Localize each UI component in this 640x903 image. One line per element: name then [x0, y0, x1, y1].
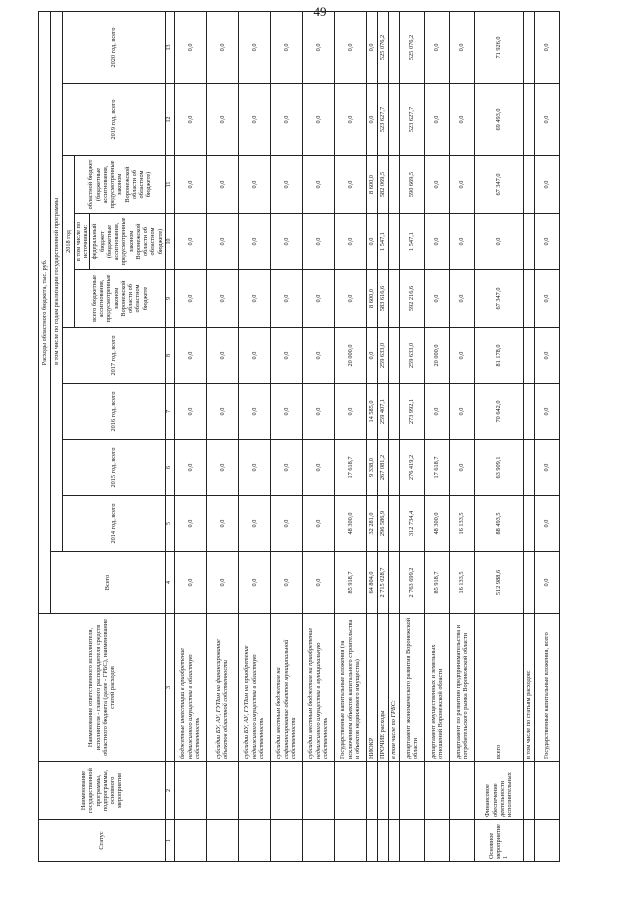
value-cell: 590 669,5: [399, 156, 424, 214]
value-cell: 2 715 028,7: [377, 552, 388, 614]
expense-item-cell: в том числе по статьям расходов:: [523, 614, 534, 762]
header-total: Всего: [51, 552, 166, 614]
column-index-cell: 2: [165, 762, 174, 820]
value-cell: 0,0: [449, 156, 474, 214]
table-row: [238, 11, 270, 861]
value-cell: 48 300,0: [334, 496, 366, 552]
value-cell: [388, 214, 399, 270]
program-name-cell: [174, 762, 206, 820]
header-2018-federal: [75, 214, 166, 270]
program-name-cell: [206, 762, 238, 820]
value-cell: 0,0: [424, 84, 449, 156]
value-cell: 0,0: [174, 384, 206, 440]
header-expenses-title: Расходы областного бюджета, тыс. руб.: [39, 11, 51, 613]
value-cell: [523, 11, 534, 83]
column-index-cell: 6: [165, 440, 174, 496]
value-cell: 9 338,0: [366, 440, 377, 496]
value-cell: 0,0: [334, 270, 366, 328]
value-cell: 20 000,0: [424, 328, 449, 384]
value-cell: 0,0: [238, 214, 270, 270]
program-name-cell: [366, 762, 377, 820]
value-cell: 0,0: [534, 384, 559, 440]
value-cell: 0,0: [174, 84, 206, 156]
value-cell: 0,0: [206, 84, 238, 156]
value-cell: 67 347,0: [474, 270, 523, 328]
table-row: [534, 11, 559, 861]
value-cell: 0,0: [238, 11, 270, 83]
value-cell: 0,0: [270, 11, 302, 83]
value-cell: [523, 440, 534, 496]
header-2015: 2015 год, всего: [63, 440, 166, 496]
value-cell: [388, 552, 399, 614]
table-body: [165, 11, 559, 861]
value-cell: 0,0: [334, 11, 366, 83]
value-cell: 0,0: [238, 156, 270, 214]
value-cell: 0,0: [174, 156, 206, 214]
program-name-cell: [399, 762, 424, 820]
value-cell: 0,0: [302, 496, 334, 552]
value-cell: 523 627,7: [377, 84, 388, 156]
value-cell: [388, 384, 399, 440]
table-row: [206, 11, 238, 861]
value-cell: 0,0: [424, 11, 449, 83]
program-name-cell: [334, 762, 366, 820]
header-executor-name: Наименование ответственного исполнителя, исполнителя - главного распорядителя средств областного бюджета (далее - ГРБС), наименование статей расходов: [39, 614, 166, 762]
value-cell: 0,0: [334, 384, 366, 440]
value-cell: 592 216,6: [399, 270, 424, 328]
value-cell: 0,0: [449, 440, 474, 496]
program-name-cell: [238, 762, 270, 820]
value-cell: [388, 496, 399, 552]
value-cell: 0,0: [534, 270, 559, 328]
program-name-cell: [377, 762, 388, 820]
value-cell: 525 076,2: [399, 11, 424, 83]
status-cell: [174, 820, 206, 862]
value-cell: 0,0: [449, 328, 474, 384]
value-cell: 2 763 699,2: [399, 552, 424, 614]
value-cell: 0,0: [534, 214, 559, 270]
column-index-row: [165, 11, 174, 861]
value-cell: 0,0: [206, 11, 238, 83]
expense-item-cell: субсидии БУ, АУ, ГУПам на приобретение недвижимого имущества в областную собственность: [238, 614, 270, 762]
value-cell: 273 992,1: [399, 384, 424, 440]
value-cell: 0,0: [534, 552, 559, 614]
expense-item-cell: департамент имущественных и земельных отношений Воронежской области: [424, 614, 449, 762]
value-cell: 0,0: [174, 440, 206, 496]
program-name-cell: [523, 762, 534, 820]
value-cell: 0,0: [174, 328, 206, 384]
value-cell: 276 419,2: [399, 440, 424, 496]
status-cell: [377, 820, 388, 862]
status-cell: Основное мероприятие 1: [474, 820, 523, 862]
value-cell: 0,0: [474, 214, 523, 270]
table-row: [174, 11, 206, 861]
value-cell: 48 300,0: [424, 496, 449, 552]
header-2018-regional: областной бюджет (бюджетные ассигнования, предусмотренные законом Воронежской области об областном бюджете): [75, 156, 166, 214]
status-cell: [523, 820, 534, 862]
value-cell: 0,0: [270, 214, 302, 270]
value-cell: 0,0: [206, 214, 238, 270]
header-program-name: Наименование государственной программы, подпрограммы, основного мероприятия: [39, 762, 166, 820]
value-cell: 0,0: [534, 84, 559, 156]
expense-item-cell: субсидии местным бюджетам на приобретение недвижимого имущества в муниципальную собственность: [302, 614, 334, 762]
value-cell: 0,0: [270, 496, 302, 552]
status-cell: [270, 820, 302, 862]
header-2018-all: всего бюджетные ассигнования, предусмотренные законом Воронежской области об областном бюджете: [75, 270, 166, 328]
program-name-cell: Финансовое обеспечение деятельности исполнительных: [474, 762, 523, 820]
value-cell: 85 918,7: [424, 552, 449, 614]
value-cell: 0,0: [270, 552, 302, 614]
value-cell: 0,0: [174, 270, 206, 328]
value-cell: 0,0: [424, 384, 449, 440]
value-cell: 512 988,6: [474, 552, 523, 614]
value-cell: [388, 156, 399, 214]
value-cell: 0,0: [238, 496, 270, 552]
value-cell: 0,0: [238, 552, 270, 614]
value-cell: 0,0: [270, 328, 302, 384]
value-cell: 0,0: [334, 214, 366, 270]
value-cell: 69 493,0: [474, 84, 523, 156]
value-cell: 88 493,5: [474, 496, 523, 552]
value-cell: 8 600,0: [366, 270, 377, 328]
value-cell: 0,0: [302, 384, 334, 440]
value-cell: 71 926,0: [474, 11, 523, 83]
table-row: [474, 11, 523, 861]
status-cell: [449, 820, 474, 862]
header-2019: 2019 год, всего: [63, 84, 166, 156]
value-cell: 0,0: [206, 552, 238, 614]
value-cell: 0,0: [449, 84, 474, 156]
value-cell: 0,0: [334, 84, 366, 156]
table-row: [334, 11, 366, 861]
table-row: [377, 11, 388, 861]
value-cell: 0,0: [270, 440, 302, 496]
header-2014: 2014 год, всего: [63, 496, 166, 552]
column-index-cell: 8: [165, 328, 174, 384]
status-cell: [302, 820, 334, 862]
value-cell: 0,0: [238, 270, 270, 328]
table-row: [523, 11, 534, 861]
header-by-years: в том числе по годам реализации государственной программы: [51, 11, 63, 551]
value-cell: [523, 156, 534, 214]
value-cell: 0,0: [534, 156, 559, 214]
value-cell: 259 407,1: [377, 384, 388, 440]
value-cell: 0,0: [424, 156, 449, 214]
column-index-cell: 12: [165, 84, 174, 156]
value-cell: [388, 440, 399, 496]
table-row: [366, 11, 377, 861]
value-cell: 0,0: [366, 328, 377, 384]
status-cell: [206, 820, 238, 862]
value-cell: 0,0: [302, 328, 334, 384]
value-cell: 523 627,7: [399, 84, 424, 156]
value-cell: 0,0: [534, 11, 559, 83]
table-row: [388, 11, 399, 861]
value-cell: [388, 328, 399, 384]
value-cell: 0,0: [366, 11, 377, 83]
value-cell: 0,0: [366, 84, 377, 156]
value-cell: 0,0: [206, 328, 238, 384]
value-cell: 0,0: [238, 440, 270, 496]
expense-item-cell: субсидии местным бюджетам на софинансирование объектов муниципальной собственности: [270, 614, 302, 762]
value-cell: 259 633,0: [377, 328, 388, 384]
column-index-cell: 4: [165, 552, 174, 614]
status-cell: [366, 820, 377, 862]
column-index-cell: 7: [165, 384, 174, 440]
value-cell: 1 547,1: [377, 214, 388, 270]
value-cell: [523, 214, 534, 270]
value-cell: 0,0: [302, 84, 334, 156]
value-cell: 0,0: [449, 270, 474, 328]
expense-item-cell: всего: [474, 614, 523, 762]
program-name-cell: [424, 762, 449, 820]
value-cell: [388, 11, 399, 83]
header-status: Статус: [39, 820, 166, 862]
value-cell: 32 281,0: [366, 496, 377, 552]
status-cell: [424, 820, 449, 862]
value-cell: 0,0: [270, 84, 302, 156]
header-2017: 2017 год, всего: [63, 328, 166, 384]
value-cell: 0,0: [174, 11, 206, 83]
header-2016: 2016 год, всего: [63, 384, 166, 440]
expense-item-cell: Государственные капитальные вложения (за исключением объектов капитального строительства и объектов недвижимого имущества): [334, 614, 366, 762]
value-cell: 259 633,0: [399, 328, 424, 384]
value-cell: 583 616,6: [377, 270, 388, 328]
value-cell: 0,0: [206, 384, 238, 440]
value-cell: 14 585,0: [366, 384, 377, 440]
value-cell: 0,0: [206, 496, 238, 552]
value-cell: 0,0: [449, 214, 474, 270]
page-number: 49: [313, 4, 327, 19]
header-2020: 2020 год, всего: [63, 11, 166, 83]
value-cell: 0,0: [302, 440, 334, 496]
value-cell: 0,0: [174, 552, 206, 614]
value-cell: 0,0: [270, 270, 302, 328]
value-cell: 525 076,2: [377, 11, 388, 83]
value-cell: 0,0: [366, 214, 377, 270]
program-name-cell: [449, 762, 474, 820]
value-cell: 63 909,1: [474, 440, 523, 496]
value-cell: 0,0: [302, 214, 334, 270]
value-cell: 0,0: [449, 384, 474, 440]
value-cell: 0,0: [302, 11, 334, 83]
value-cell: 0,0: [270, 156, 302, 214]
value-cell: 17 618,7: [424, 440, 449, 496]
expense-item-cell: НИОКР: [366, 614, 377, 762]
value-cell: 0,0: [238, 384, 270, 440]
expense-item-cell: департамент экономического развития Воронежской области: [399, 614, 424, 762]
value-cell: 0,0: [206, 270, 238, 328]
value-cell: 16 133,5: [449, 552, 474, 614]
value-cell: 8 600,0: [366, 156, 377, 214]
header-federal-text: федеральный бюджет (бюджетные ассигнования, предусмотренные законом Воронежской области об областном бюджете): [91, 217, 164, 266]
value-cell: [523, 328, 534, 384]
expense-item-cell: департамент по развитию предпринимательства и потребительского рынка Воронежской области: [449, 614, 474, 762]
table-row: [399, 11, 424, 861]
value-cell: 0,0: [238, 328, 270, 384]
value-cell: 267 081,2: [377, 440, 388, 496]
value-cell: 0,0: [534, 440, 559, 496]
program-name-cell: [302, 762, 334, 820]
status-cell: [334, 820, 366, 862]
column-index-cell: 5: [165, 496, 174, 552]
rotated-table-container: [38, 12, 628, 862]
value-cell: 0,0: [302, 270, 334, 328]
expense-item-cell: бюджетные инвестиции в приобретение недвижимого имущества в областную собственность: [174, 614, 206, 762]
value-cell: 0,0: [424, 270, 449, 328]
expense-item-cell: Государственные капитальные вложения, всего: [534, 614, 559, 762]
value-cell: [523, 84, 534, 156]
value-cell: 0,0: [174, 214, 206, 270]
value-cell: 85 918,7: [334, 552, 366, 614]
header-by-sources: в том числе по источникам:: [75, 214, 90, 269]
value-cell: 0,0: [206, 156, 238, 214]
column-index-cell: 3: [165, 614, 174, 762]
value-cell: 17 618,7: [334, 440, 366, 496]
status-cell: [534, 820, 559, 862]
table-row: [270, 11, 302, 861]
value-cell: 16 133,5: [449, 496, 474, 552]
header-2018: 2018 год: [63, 156, 75, 328]
column-index-cell: 13: [165, 11, 174, 83]
expenses-table: [38, 11, 560, 862]
value-cell: 0,0: [449, 11, 474, 83]
value-cell: 64 804,0: [366, 552, 377, 614]
table-row: [302, 11, 334, 861]
column-index-cell: 1: [165, 820, 174, 862]
status-cell: [388, 820, 399, 862]
value-cell: 0,0: [270, 384, 302, 440]
value-cell: 1 547,1: [399, 214, 424, 270]
program-name-cell: [388, 762, 399, 820]
expense-item-cell: в том числе по ГРБС:: [388, 614, 399, 762]
status-cell: [399, 820, 424, 862]
value-cell: 0,0: [534, 328, 559, 384]
value-cell: 0,0: [302, 156, 334, 214]
value-cell: 0,0: [424, 214, 449, 270]
value-cell: 67 347,0: [474, 156, 523, 214]
expense-item-cell: ПРОЧИЕ расходы: [377, 614, 388, 762]
status-cell: [238, 820, 270, 862]
column-index-cell: 11: [165, 156, 174, 214]
value-cell: 296 586,9: [377, 496, 388, 552]
table-row: [424, 11, 449, 861]
value-cell: 0,0: [174, 496, 206, 552]
value-cell: 20 000,0: [334, 328, 366, 384]
value-cell: 582 069,5: [377, 156, 388, 214]
program-name-cell: [534, 762, 559, 820]
value-cell: [388, 84, 399, 156]
value-cell: 0,0: [534, 496, 559, 552]
value-cell: [523, 496, 534, 552]
value-cell: 0,0: [206, 440, 238, 496]
value-cell: 312 734,4: [399, 496, 424, 552]
value-cell: [388, 270, 399, 328]
expense-item-cell: субсидии БУ, АУ, ГУПам на финансирование объектов областной собственности: [206, 614, 238, 762]
value-cell: 70 642,0: [474, 384, 523, 440]
column-index-cell: 10: [165, 214, 174, 270]
value-cell: 0,0: [238, 84, 270, 156]
column-index-cell: 9: [165, 270, 174, 328]
value-cell: 0,0: [302, 552, 334, 614]
value-cell: 81 178,0: [474, 328, 523, 384]
value-cell: 0,0: [334, 156, 366, 214]
value-cell: [523, 552, 534, 614]
value-cell: [523, 270, 534, 328]
value-cell: [523, 384, 534, 440]
table-row: [449, 11, 474, 861]
program-name-cell: [270, 762, 302, 820]
